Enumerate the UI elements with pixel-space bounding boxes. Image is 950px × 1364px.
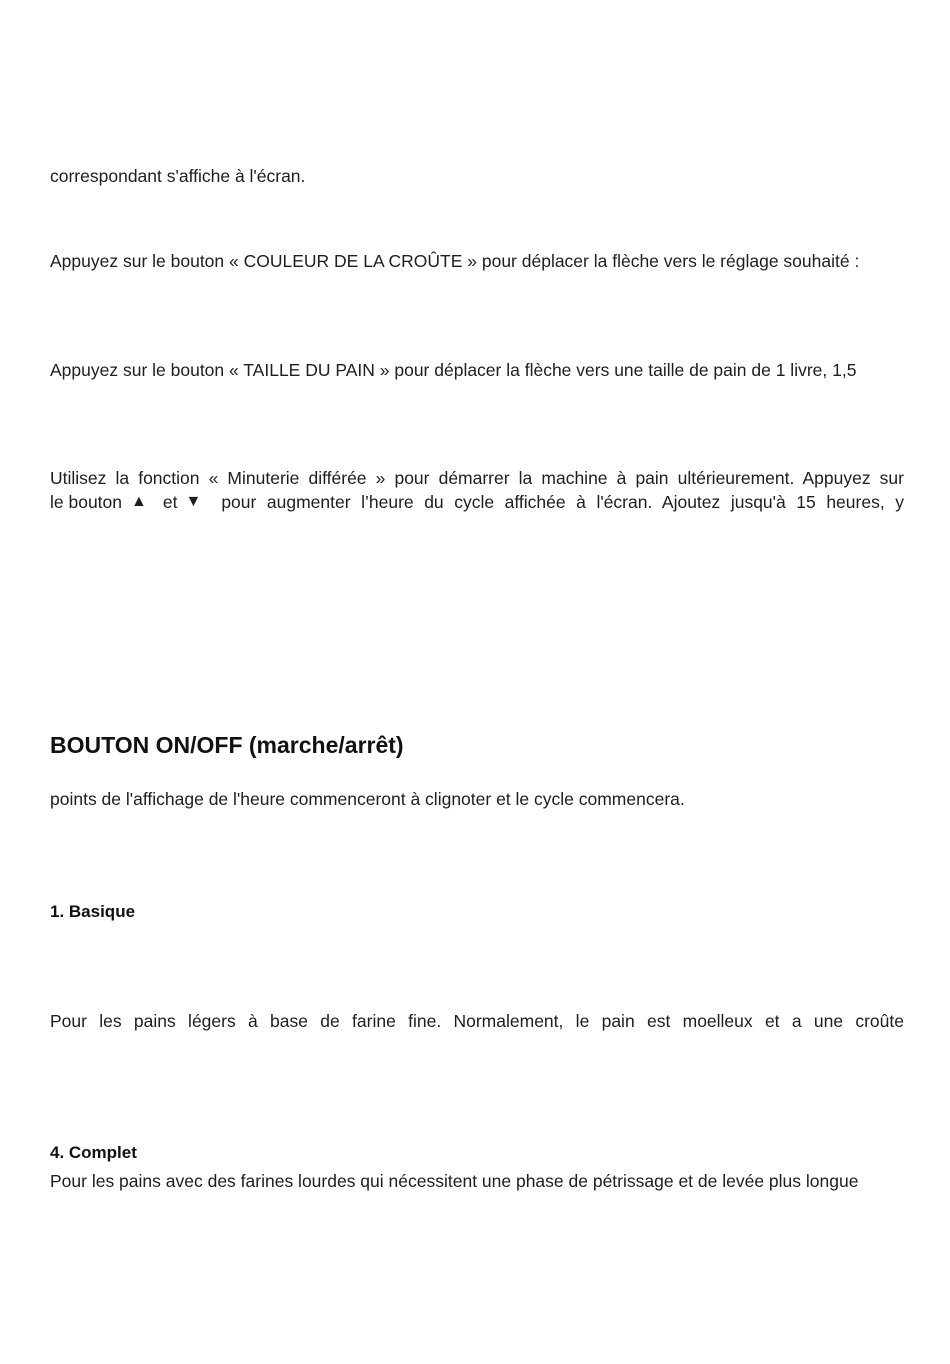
text-increase-cycle-time: pour augmenter l’heure du cycle affichée à l'écran. Ajoutez jusqu'à 15 heures, y	[221, 492, 904, 512]
text-et: et	[162, 492, 178, 512]
paragraph-delay-timer-line1: Utilisez la fonction « Minuterie différée » pour démarrer la machine à pain ultérieurement. Appuyez sur	[50, 468, 904, 488]
paragraph-cycle-start: points de l'affichage de l'heure commenceront à clignoter et le cycle commencera.	[50, 789, 685, 809]
paragraph-crust-color: Appuyez sur le bouton « COULEUR DE LA CROÛTE » pour déplacer la flèche vers le réglage souhaité :	[50, 251, 860, 271]
text-le-bouton: le bouton	[50, 492, 123, 512]
paragraph-complet-description: Pour les pains avec des farines lourdes qui nécessitent une phase de pétrissage et de levée plus longue	[50, 1171, 859, 1191]
up-arrow-icon: ▲	[131, 493, 147, 510]
heading-complet: 4. Complet	[50, 1143, 137, 1162]
paragraph-delay-timer-line2	[50, 490, 904, 514]
heading-basique: 1. Basique	[50, 902, 136, 921]
paragraph-basique-description: Pour les pains légers à base de farine fine. Normalement, le pain est moelleux et a une croûte	[50, 1011, 904, 1031]
paragraph-loaf-size: Appuyez sur le bouton « TAILLE DU PAIN » pour déplacer la flèche vers une taille de pain de 1 livre, 1,5	[50, 360, 857, 380]
heading-on-off-button: BOUTON ON/OFF (marche/arrêt)	[50, 732, 404, 758]
down-arrow-icon: ▼	[185, 493, 202, 510]
paragraph-display-text: correspondant s'affiche à l'écran.	[50, 166, 306, 186]
